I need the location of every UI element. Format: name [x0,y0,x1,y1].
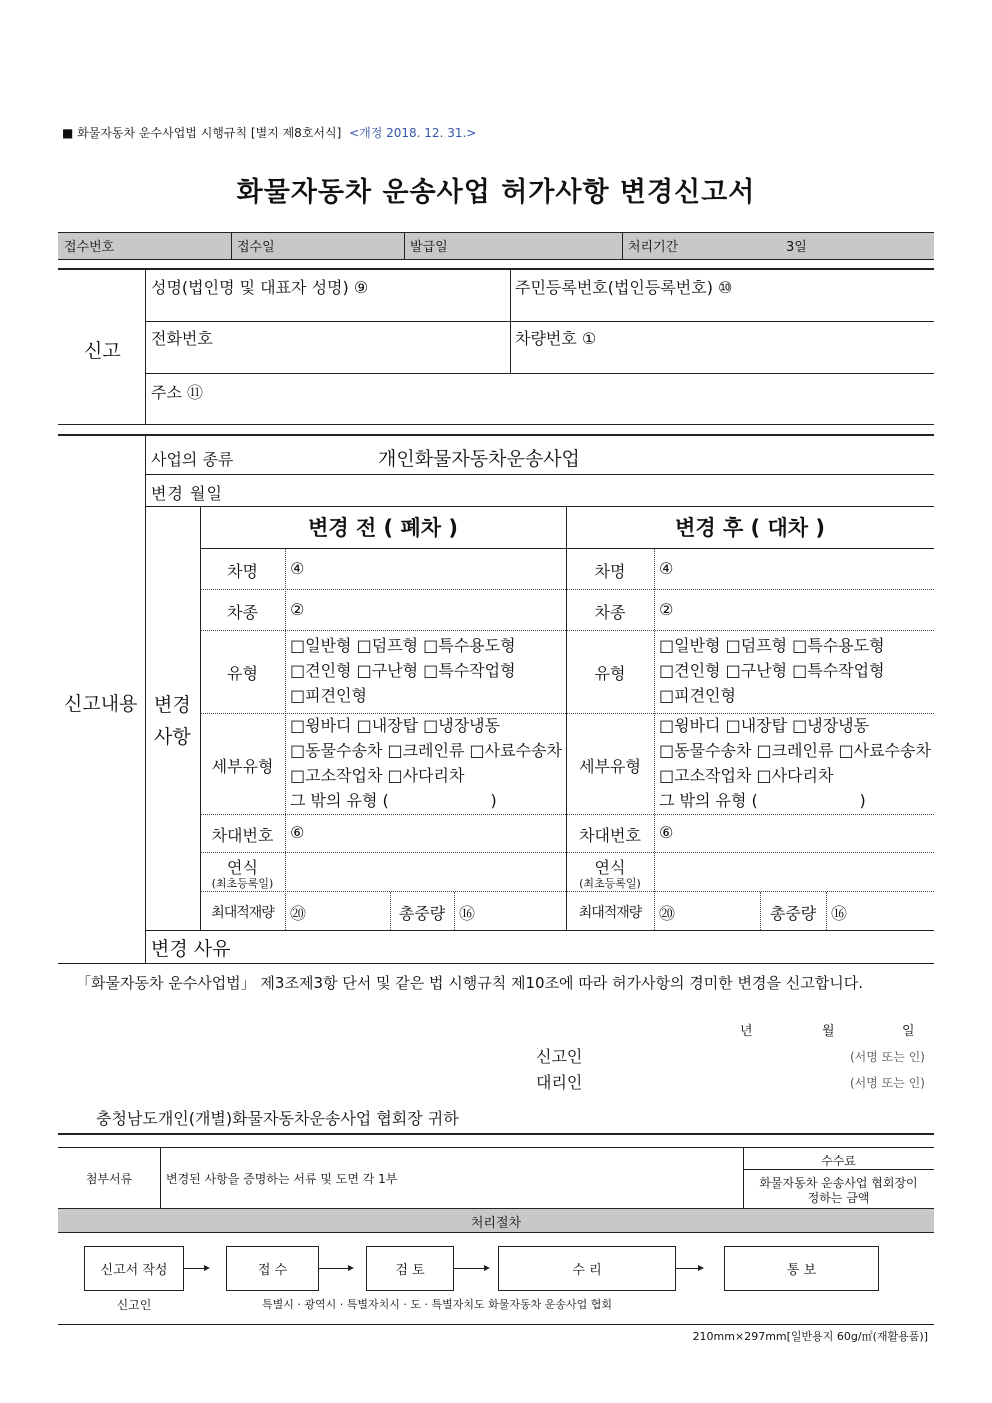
step-write-form: 신고서 작성 [84,1246,184,1291]
arrow-2 [319,1268,352,1269]
before-header: 변경 전 ( 폐차 ) [308,516,458,540]
before-type-row-3[interactable]: □피견인형 [290,686,367,705]
step-receipt: 접 수 [226,1246,319,1291]
phone-field-label: 전화번호 [151,329,213,348]
form-reference [62,124,476,141]
before-subtype-options[interactable] [290,713,562,813]
business-type-label: 사업의 종류 [151,450,234,469]
attachments-value: 변경된 사항을 증명하는 서류 및 도면 각 1부 [166,1172,398,1186]
after-subtype-options[interactable] [659,713,931,813]
vehicle-number-label: 차량번호 ① [515,329,597,348]
procedure-title: 처리절차 [470,1216,522,1231]
after-car-name-label: 차명 [594,562,626,581]
arrow-1 [184,1268,208,1269]
name-field-label: 성명(법인명 및 대표자 성명) ⑨ [151,278,369,297]
business-type-value: 개인화물자동차운송사업 [378,448,580,470]
fee-value-line2: 정하는 금액 [807,1191,870,1205]
after-car-kind-mark: ② [659,600,674,619]
processing-period-label: 처리기간 [628,240,679,255]
before-subtype-row-2[interactable]: □동물수송차 □크레인류 □사료수송차 [290,741,562,760]
arrow-3 [454,1268,488,1269]
after-model-year-sub: (최초등록일) [579,877,641,890]
content-section-label: 신고내용 [64,693,138,715]
id-field-label: 주민등록번호(법인등록번호) ⑩ [515,278,733,297]
change-date-label: 변경 월일 [151,484,223,503]
change-reason-label: 변경 사유 [151,938,231,960]
before-model-year-sub: (최초등록일) [211,877,274,890]
receipt-date-label: 접수일 [237,240,275,255]
procedure-reporter-actor: 신고인 [116,1298,152,1312]
paper-spec: 210mm×297mm[일반용지 60g/㎡(재활용품)] [692,1330,928,1343]
after-subtype-label: 세부유형 [579,757,641,776]
page-title: 화물자동차 운송사업 허가사항 변경신고서 [236,177,756,208]
agent-sign-label: 대리인 [536,1073,583,1092]
before-chassis-mark: ⑥ [290,823,305,842]
after-car-kind-label: 차종 [594,603,626,622]
change-items-label-bottom: 사항 [154,726,191,748]
step-review: 검 토 [366,1246,454,1291]
after-max-load-mark: ⑳ [659,904,676,923]
before-subtype-row-3[interactable]: □고소작업차 □사다리차 [290,766,465,785]
before-type-options[interactable] [290,633,516,708]
before-subtype-row-4[interactable]: 그 밖의 유형 ( ) [290,791,497,810]
before-model-year-label: 연식 [227,858,258,877]
after-subtype-row-4[interactable]: 그 밖의 유형 ( ) [659,791,866,810]
before-gross-weight-label: 총중량 [398,904,446,923]
after-type-row-1[interactable]: □일반형 □덤프형 □특수용도형 [659,636,885,655]
before-car-kind-mark: ② [290,600,305,619]
after-chassis-label: 차대번호 [579,826,641,845]
before-subtype-label: 세부유형 [211,757,274,776]
fee-value-line1: 화물자동차 운송사업 협회장이 [759,1176,918,1190]
agent-sign-hint[interactable]: (서명 또는 인) [850,1076,925,1090]
before-type-label: 유형 [227,664,258,683]
before-gross-weight-mark: ⑯ [459,904,476,923]
revision-note: <개정 2018. 12. 31.> [349,126,477,140]
step-notify: 통 보 [724,1246,879,1291]
before-subtype-row-1[interactable]: □윙바디 □내장탑 □냉장냉동 [290,716,501,735]
after-chassis-mark: ⑥ [659,823,674,842]
issue-date-label: 발급일 [410,240,448,255]
change-items-label-top: 변경 [154,694,191,716]
before-car-name-label: 차명 [227,562,258,581]
reporter-sign-label: 신고인 [536,1047,583,1066]
declaration-text: 「화물자동차 운수사업법」 제3조제3항 단서 및 같은 법 시행규칙 제10조에 따라 허가사항의 경미한 변경을 신고합니다. [76,974,863,992]
after-max-load-label: 최대적재량 [578,905,642,921]
after-type-options[interactable] [659,633,885,708]
arrow-4 [676,1268,702,1269]
after-subtype-row-1[interactable]: □윙바디 □내장탑 □냉장냉동 [659,716,870,735]
after-type-row-3[interactable]: □피견인형 [659,686,736,705]
step-accept: 수 리 [498,1246,676,1291]
address-field-label: 주소 ⑪ [151,383,203,402]
after-subtype-row-3[interactable]: □고소작업차 □사다리차 [659,766,834,785]
reporter-sign-hint[interactable]: (서명 또는 인) [850,1050,925,1064]
date-day: 일 [902,1024,915,1039]
after-model-year-label: 연식 [594,858,626,877]
after-subtype-row-2[interactable]: □동물수송차 □크레인류 □사료수송차 [659,741,931,760]
date-year: 년 [740,1024,753,1039]
after-header: 변경 후 ( 대차 ) [675,516,825,540]
before-max-load-label: 최대적재량 [211,905,274,921]
after-type-label: 유형 [594,664,626,683]
form-reference-text: ■ 화물자동차 운수사업법 시행규칙 [별지 제8호서식] [62,126,342,140]
reporter-section-label: 신고 [84,340,121,362]
before-type-row-1[interactable]: □일반형 □덤프형 □특수용도형 [290,636,516,655]
processing-period-value: 3일 [786,240,807,255]
before-max-load-mark: ⑳ [290,904,307,923]
after-type-row-2[interactable]: □견인형 □구난형 □특수작업형 [659,661,885,680]
before-car-name-mark: ④ [290,559,305,578]
procedure-office-actor: 특별시 · 광역시 · 특별자치시 · 도 · 특별자치도 화물자동차 운송사업 협회 [262,1298,612,1311]
after-car-name-mark: ④ [659,559,674,578]
after-gross-weight-label: 총중량 [769,904,817,923]
after-gross-weight-mark: ⑯ [831,904,848,923]
before-car-kind-label: 차종 [227,603,258,622]
date-month: 월 [822,1024,835,1039]
attachments-label: 첨부서류 [85,1172,133,1186]
before-chassis-label: 차대번호 [211,826,274,845]
receipt-number-label: 접수번호 [64,240,115,255]
addressee: 충청남도개인(개별)화물자동차운송사업 협회장 귀하 [96,1109,459,1128]
fee-label: 수수료 [821,1154,856,1168]
before-type-row-2[interactable]: □견인형 □구난형 □특수작업형 [290,661,516,680]
